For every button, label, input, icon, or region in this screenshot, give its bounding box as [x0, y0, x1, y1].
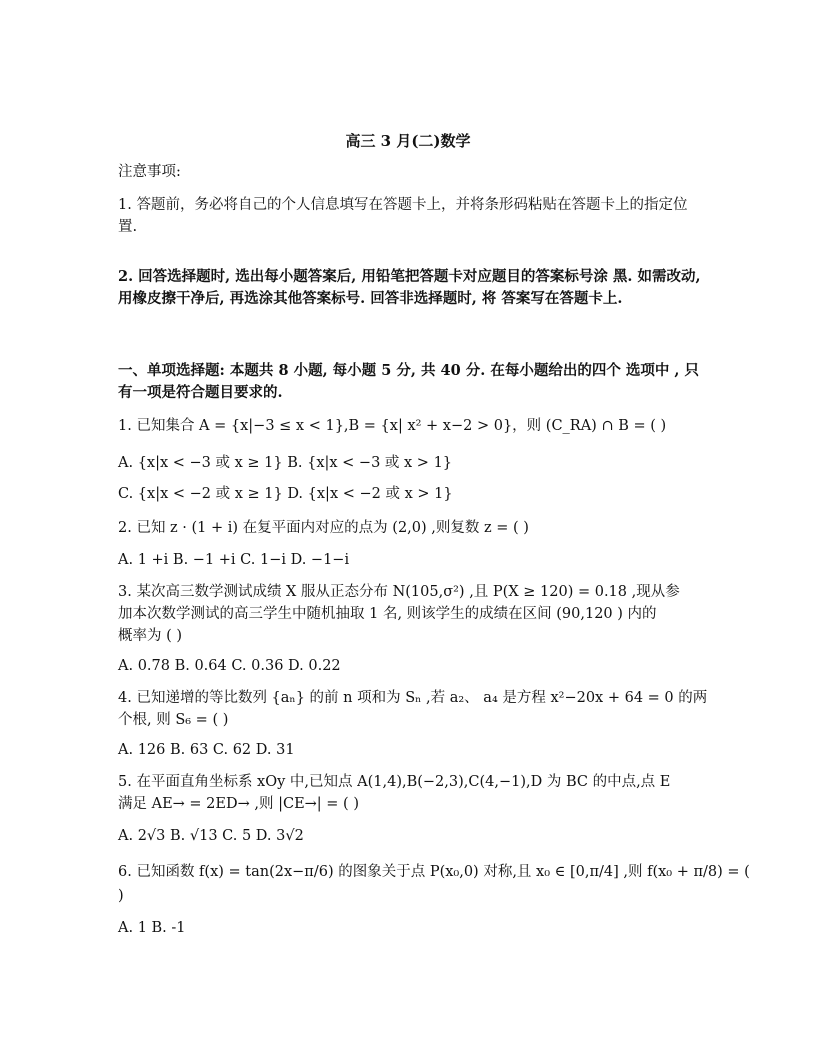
notice-item-2: 2. 回答选择题时, 选出每小题答案后, 用铅笔把答题卡对应题目的答案标号涂 黑. 如需改动, 用橡皮擦干净后, 再选涂其他答案标号. 回答非选择题时, 将 答案写在答题卡上. [118, 268, 701, 307]
question-1-options-cd: C. {x|x < −2 或 x ≥ 1} D. {x|x < −2 或 x > 1} [118, 486, 453, 502]
page-title: 高三 3 月(二)数学 [345, 132, 471, 150]
question-3-stem-line-1: 3. 某次高三数学测试成绩 X 服从正态分布 N(105,σ²) ,且 P(X ≥ 120) = 0.18 ,现从参 [118, 584, 680, 600]
question-5-stem-line-2: 满足 AE→ = 2ED→ ,则 |CE→| = ( ) [118, 796, 359, 812]
notice-heading: 注意事项: [118, 164, 181, 180]
question-3-stem-line-3: 概率为 ( ) [118, 628, 183, 644]
question-6-stem-line-2: ) [118, 888, 124, 904]
question-6-stem-line-1: 6. 已知函数 f(x) = tan(2x−π/6) 的图象关于点 P(x₀,0) 对称,且 x₀ ∈ [0,π/4] ,则 f(x₀ + π/8) = ( [118, 864, 750, 880]
question-1-stem: 1. 已知集合 A = {x|−3 ≤ x < 1},B = {x| x² + x−2 > 0}，则 (C_RA) ∩ B = ( ) [118, 418, 667, 434]
question-4-stem-line-2: 个根, 则 S₆ = ( ) [118, 712, 229, 728]
question-6-options: A. 1 B. -1 [118, 920, 186, 936]
question-3-options: A. 0.78 B. 0.64 C. 0.36 D. 0.22 [118, 658, 341, 674]
notice-item-1: 1. 答题前，务必将自己的个人信息填写在答题卡上，并将条形码粘贴在答题卡上的指定位置. [118, 197, 688, 235]
section-heading: 一、单项选择题: 本题共 8 小题, 每小题 5 分, 共 40 分. 在每小题给出的四个 选项中 , 只有一项是符合题目要求的. [118, 362, 700, 401]
question-1-options-ab: A. {x|x < −3 或 x ≥ 1} B. {x|x < −3 或 x > 1} [118, 455, 453, 471]
question-2-stem: 2. 已知 z · (1 + i) 在复平面内对应的点为 (2,0) ,则复数 z = ( ) [118, 520, 529, 536]
question-5-options: A. 2√3 B. √13 C. 5 D. 3√2 [118, 828, 304, 844]
question-4-options: A. 126 B. 63 C. 62 D. 31 [118, 742, 295, 758]
question-4-stem-line-1: 4. 已知递增的等比数列 {aₙ} 的前 n 项和为 Sₙ ,若 a₂、 a₄ 是方程 x²−20x + 64 = 0 的两 [118, 690, 708, 706]
question-2-options: A. 1 +i B. −1 +i C. 1−i D. −1−i [118, 552, 350, 568]
question-3-stem-line-2: 加本次数学测试的高三学生中随机抽取 1 名, 则该学生的成绩在区间 (90,120 ) 内的 [118, 606, 657, 622]
question-5-stem-line-1: 5. 在平面直角坐标系 xOy 中,已知点 A(1,4),B(−2,3),C(4,−1),D 为 BC 的中点,点 E [118, 774, 671, 790]
